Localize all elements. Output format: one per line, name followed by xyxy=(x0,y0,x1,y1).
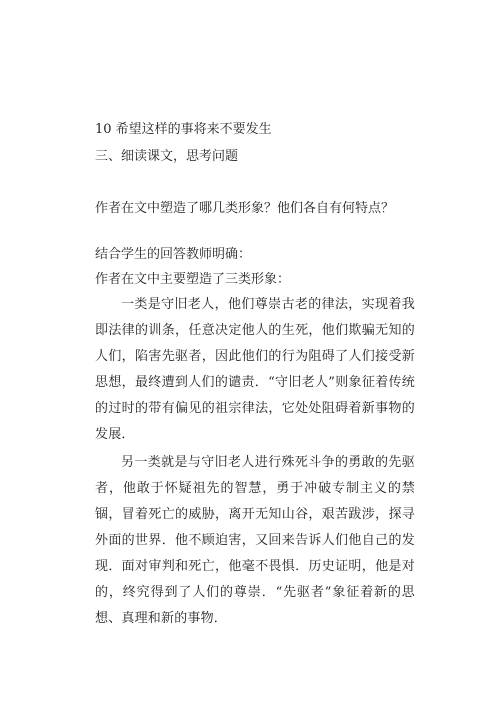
question-text: 作者在文中塑造了哪几类形象？他们各自有何特点？ xyxy=(95,201,395,216)
lesson-title-line: 10 希望这样的事将来不要发生 xyxy=(95,122,272,137)
section-heading: 三、细读课文，思考问题 xyxy=(95,149,239,164)
intro-line-2: 作者在文中主要塑造了三类形象： xyxy=(95,272,291,287)
paragraph-old-men: 一类是守旧老人，他们尊崇古老的律法，实现着我即法律的训条，任意决定他人的生死，他们欺骗无知的人们，陷害先驱者，因此他们的行为阻碍了人们接受新思想，最终遭到人们的谴责．“守旧老人”则象征着传统的过时的带有偏见的祖宗律法，它处处阻碍着新事物的发展． xyxy=(95,297,415,442)
paragraph-pioneer: 另一类就是与守旧老人进行殊死斗争的勇敢的先驱者，他敢于怀疑祖先的智慧，勇于冲破专制主义的禁锢，冒着死亡的威胁，离开无知山谷，艰苦跋涉，探寻外面的世界．他不顾迫害，又回来告诉人们他自己的发现．面对审判和死亡，他毫不畏惧．历史证明，他是对的，终究得到了人们的尊崇．“先驱者”象征着新的思想、真理和新的事物． xyxy=(95,455,415,626)
intro-line-1: 结合学生的回答教师明确： xyxy=(95,247,252,262)
